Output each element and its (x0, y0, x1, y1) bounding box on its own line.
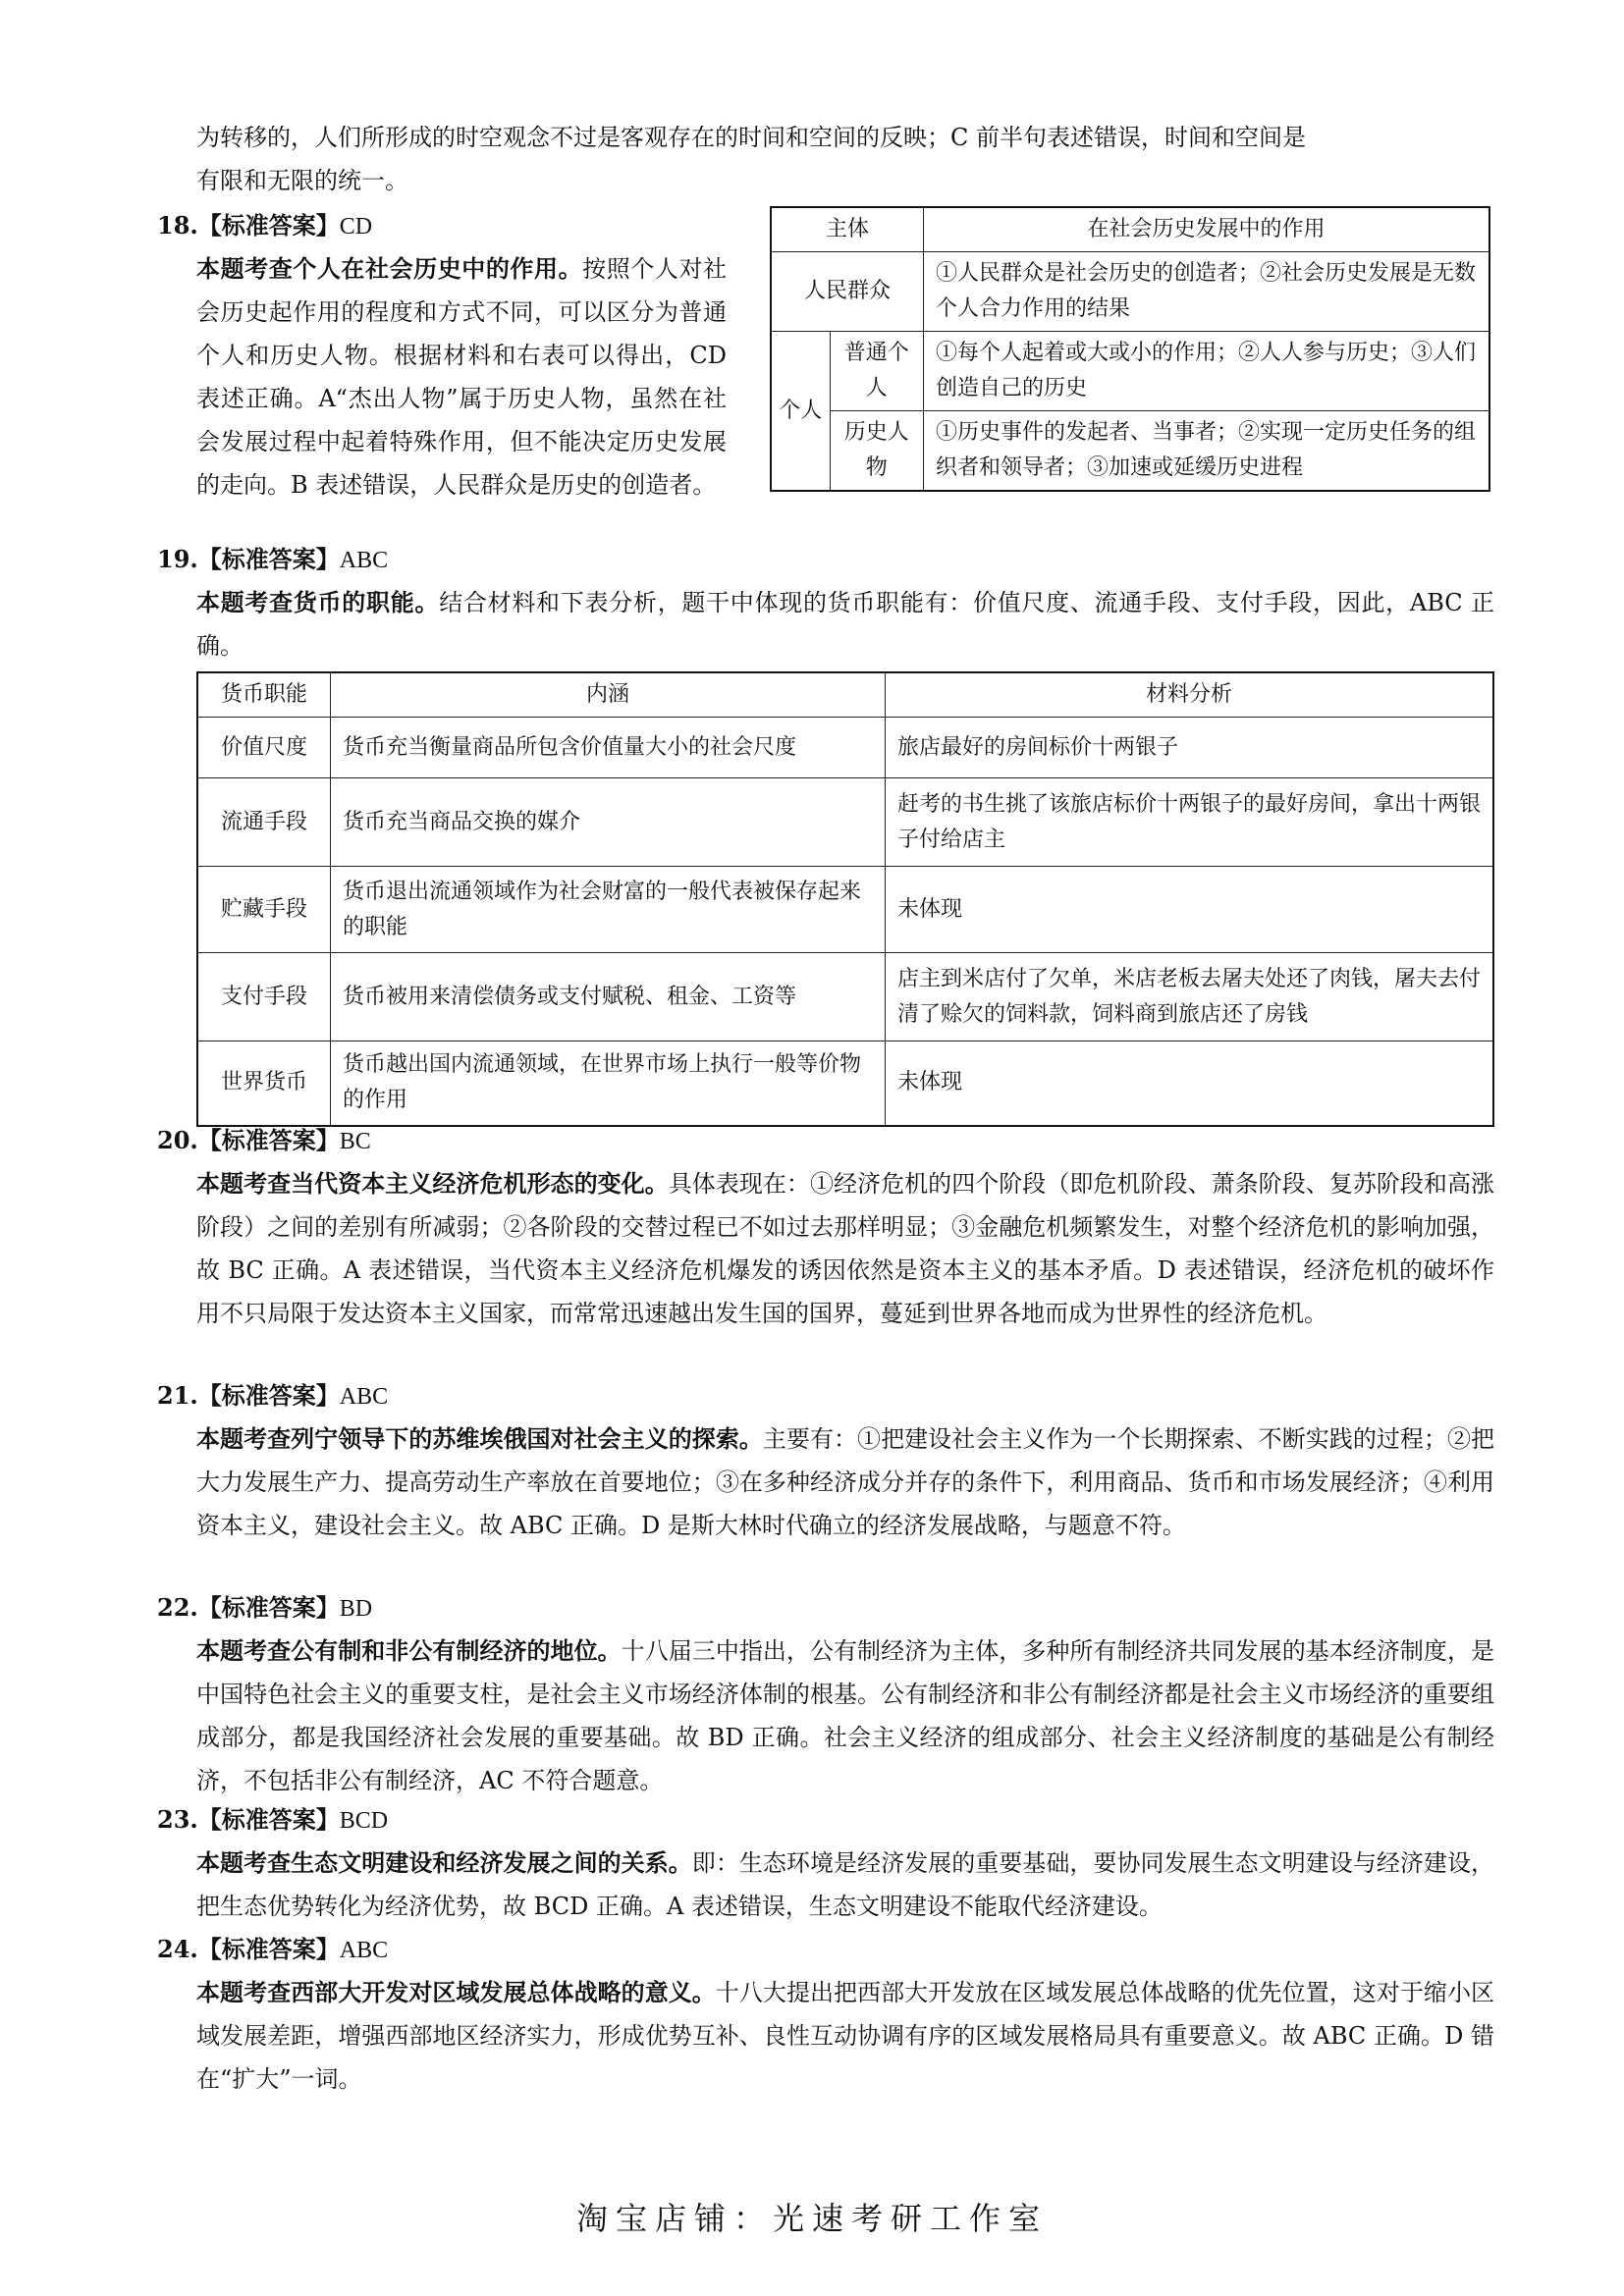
q19-header-cell: 货币职能 (197, 672, 331, 718)
q23-answer-code: BCD (339, 1808, 389, 1834)
q18-row-text: ①人民群众是社会历史的创造者；②社会历史发展是无数个人合力作用的结果 (924, 252, 1490, 332)
q23-number: 23. (157, 1805, 198, 1834)
q19-cell: 货币充当商品交换的媒介 (331, 778, 886, 867)
table-row (197, 718, 1493, 778)
q20-number: 20. (157, 1126, 198, 1154)
q18-explanation (196, 247, 727, 507)
q20-answer (157, 1119, 371, 1163)
q20-tag: 【标准答案】 (197, 1126, 340, 1154)
q21-answer (157, 1374, 388, 1418)
q18-head-role: 在社会历史发展中的作用 (924, 207, 1490, 252)
q24-lead: 本题考查西部大开发对区域发展总体战略的意义。 (196, 1978, 716, 2006)
q21-lead: 本题考查列宁领导下的苏维埃俄国对社会主义的探索。 (196, 1424, 763, 1453)
q19-cell: 支付手段 (197, 953, 331, 1041)
q21-tag: 【标准答案】 (197, 1381, 340, 1410)
q19-cell: 未体现 (886, 867, 1494, 953)
q19-cell: 店主到米店付了欠单，米店老板去屠夫处还了肉钱，屠夫去付清了赊欠的饲料款，饲料商到旅店还了房钱 (886, 953, 1494, 1041)
q22-body: 十八届三中指出，公有制经济为主体，多种所有制经济共同发展的基本经济制度，是中国特色社会主义的重要支柱，是社会主义市场经济体制的根基。公有制经济和非公有制经济都是社会主义市场经济的重要组成部分，都是我国经济社会发展的重要基础。故 BD 正确。社会主义经济的组成部分、社会主义经济制度的基础是公有制经济，不包括非公有制经济，AC 不符合题意。 (196, 1637, 1495, 1794)
page-footer: 淘宝店铺：光速考研工作室 (575, 2200, 1048, 2237)
q18-lead: 本题考查个人在社会历史中的作用。 (196, 254, 583, 283)
q18-row-sub: 历史人物 (830, 411, 923, 492)
q22-lead: 本题考查公有制和非公有制经济的地位。 (196, 1636, 622, 1665)
q19-cell: 货币充当衡量商品所包含价值量大小的社会尺度 (331, 718, 886, 778)
q21-number: 21. (157, 1381, 198, 1410)
q18-tag: 【标准答案】 (197, 211, 340, 240)
table-row (197, 867, 1493, 953)
q22-explanation (196, 1629, 1494, 1802)
q19-cell: 旅店最好的房间标价十两银子 (886, 718, 1494, 778)
q23-lead: 本题考查生态文明建设和经济发展之间的关系。 (196, 1848, 692, 1877)
q21-answer-code: ABC (339, 1384, 389, 1410)
q23-tag: 【标准答案】 (197, 1805, 340, 1834)
q18-number: 18. (157, 211, 198, 240)
q18-table (770, 206, 1490, 492)
q23-body: 即：生态环境是经济发展的重要基础，要协同发展生态文明建设与经济建设，把生态优势转化为经济优势，故 BCD 正确。A 表述错误，生态文明建设不能取代经济建设。 (196, 1849, 1495, 1920)
q19-cell: 世界货币 (197, 1041, 331, 1126)
intro-line-1: 为转移的，人们所形成的时空观念不过是客观存在的时间和空间的反映；C 前半句表述错误，时间和空间是 (196, 124, 1306, 151)
q19-table (196, 671, 1494, 1127)
q18-body: 按照个人对社会历史起作用的程度和方式不同，可以区分为普通个人和历史人物。根据材料和右表可以得出，CD 表述正确。A“杰出人物”属于历史人物，虽然在社会发展过程中起着特殊作用，但不能决定历史发展的走向。B 表述错误，人民群众是历史的创造者。 (196, 255, 728, 499)
intro-line-2: 有限和无限的统一。 (196, 167, 408, 194)
q18-row-text: ①历史事件的发起者、当事者；②实现一定历史任务的组织者和领导者；③加速或延缓历史进程 (924, 411, 1490, 492)
q24-answer (157, 1928, 388, 1972)
q19-header-cell: 内涵 (331, 672, 886, 718)
q22-answer (157, 1586, 372, 1630)
q22-tag: 【标准答案】 (197, 1593, 340, 1622)
q19-number: 19. (157, 545, 198, 573)
q24-explanation (196, 1971, 1494, 2101)
q20-body: 具体表现在：①经济危机的四个阶段（即危机阶段、萧条阶段、复苏阶段和高涨阶段）之间的差别有所减弱；②各阶段的交替过程已不如过去那样明显；③金融危机频繁发生，对整个经济危机的影响加强，故 BC 正确。A 表述错误，当代资本主义经济危机爆发的诱因依然是资本主义的基本矛盾。D 表述错误，经济危机的破坏作用不只局限于发达资本主义国家，而常常迅速越出发生国的国界，蔓延到世界各地而成为世界性的经济危机。 (196, 1170, 1495, 1327)
q22-number: 22. (157, 1593, 198, 1622)
q20-lead: 本题考查当代资本主义经济危机形态的变化。 (196, 1169, 669, 1198)
q19-cell: 货币被用来清偿债务或支付赋税、租金、工资等 (331, 953, 886, 1041)
q24-answer-code: ABC (339, 1938, 389, 1963)
q24-body: 十八大提出把西部大开发放在区域发展总体战略的优先位置，这对于缩小区域发展差距，增强西部地区经济实力，形成优势互补、良性互动协调有序的区域发展格局具有重要意义。故 ABC 正确。D 错在“扩大”一词。 (196, 1979, 1495, 2093)
q19-cell: 赶考的书生挑了该旅店标价十两银子的最好房间，拿出十两银子付给店主 (886, 778, 1494, 867)
q24-tag: 【标准答案】 (197, 1935, 340, 1963)
q19-answer-code: ABC (339, 548, 389, 573)
q23-explanation (196, 1842, 1494, 1928)
q18-head-subject: 主体 (771, 207, 924, 252)
q19-cell: 货币越出国内流通领域，在世界市场上执行一般等价物的作用 (331, 1041, 886, 1126)
q22-answer-code: BD (339, 1596, 373, 1622)
q19-header-cell: 材料分析 (886, 672, 1494, 718)
q19-cell: 流通手段 (197, 778, 331, 867)
table-row (197, 778, 1493, 867)
q19-cell: 未体现 (886, 1041, 1494, 1126)
q18-row-group: 个人 (771, 332, 830, 492)
q18-answer (157, 204, 372, 248)
q19-answer (157, 538, 388, 582)
q18-row-text: ①每个人起着或大或小的作用；②人人参与历史；③人们创造自己的历史 (924, 332, 1490, 411)
q23-answer (157, 1798, 388, 1842)
q18-row-sub: 普通个人 (830, 332, 923, 411)
q19-lead: 本题考查货币的职能。 (196, 588, 440, 616)
q19-cell: 贮藏手段 (197, 867, 331, 953)
q21-explanation (196, 1417, 1494, 1547)
q20-answer-code: BC (339, 1129, 371, 1154)
q21-body: 主要有：①把建设社会主义作为一个长期探索、不断实践的过程；②把大力发展生产力、提高劳动生产率放在首要地位；③在多种经济成分并存的条件下，利用商品、货币和市场发展经济；④利用资本主义，建设社会主义。故 ABC 正确。D 是斯大林时代确立的经济发展战略，与题意不符。 (196, 1425, 1494, 1539)
q19-cell: 货币退出流通领域作为社会财富的一般代表被保存起来的职能 (331, 867, 886, 953)
q19-body: 结合材料和下表分析，题干中体现的货币职能有：价值尺度、流通手段、支付手段，因此，ABC 正确。 (196, 589, 1495, 660)
table-row (197, 953, 1493, 1041)
table-row (197, 1041, 1493, 1126)
q20-explanation (196, 1162, 1494, 1335)
q24-number: 24. (157, 1935, 198, 1963)
q18-row-group: 人民群众 (771, 252, 924, 332)
q18-answer-code: CD (339, 214, 373, 240)
q19-cell: 价值尺度 (197, 718, 331, 778)
q19-explanation (196, 581, 1494, 667)
q19-tag: 【标准答案】 (197, 545, 340, 573)
